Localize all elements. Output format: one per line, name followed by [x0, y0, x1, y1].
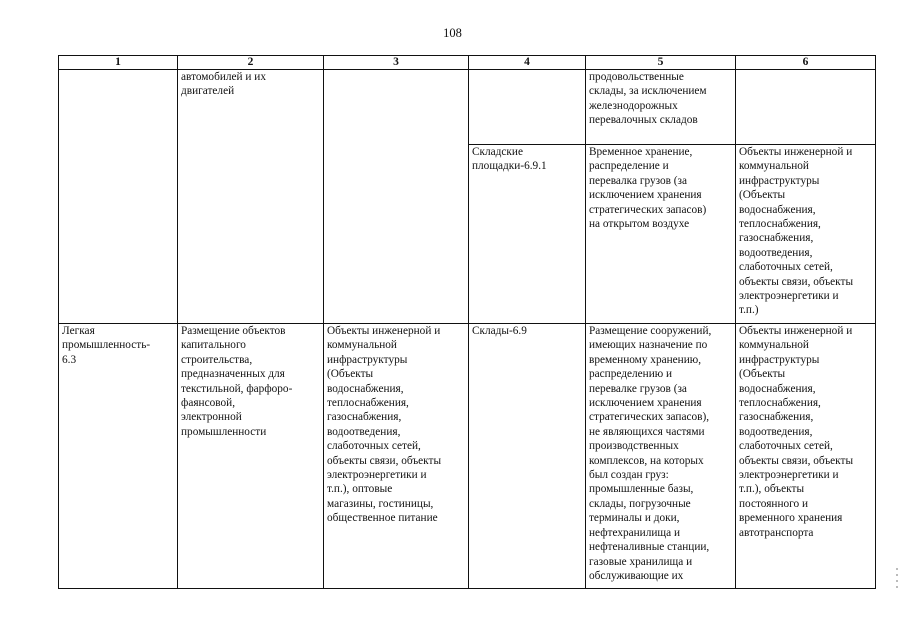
- cell-text-line: Объекты инженерной и: [327, 325, 441, 337]
- cell-text-line: двигателей: [181, 85, 235, 98]
- cell-text-line: временному хранению,: [589, 353, 702, 366]
- cell-text-line: постоянного и: [739, 497, 809, 510]
- table-cell: [59, 70, 178, 324]
- cell-text-line: перевалочных складов: [589, 114, 698, 127]
- table-row: [59, 324, 876, 589]
- cell-text-line: фаянсовой,: [181, 397, 236, 410]
- cell-text-line: газовые хранилища и: [589, 555, 693, 568]
- cell-text-line: комплексов, на которых: [589, 454, 704, 467]
- column-header: 1: [59, 56, 178, 70]
- cell-text-line: объекты связи, объекты: [327, 454, 442, 467]
- cell-text-line: газоснабжения,: [739, 411, 814, 424]
- table-cell: [586, 70, 736, 145]
- cell-text-line: Легкая: [62, 325, 95, 337]
- column-header: 3: [324, 56, 469, 70]
- table-cell: [736, 324, 876, 589]
- cell-text-line: водоотведения,: [739, 246, 813, 259]
- cell-text-line: (Объекты: [739, 189, 786, 202]
- cell-text-line: текстильной, фарфоро-: [181, 382, 293, 395]
- table-cell: [59, 324, 178, 589]
- cell-text-line: капитального: [181, 339, 246, 352]
- cell-text-line: терминалы и доки,: [589, 512, 680, 525]
- table-cell: [469, 145, 586, 324]
- cell-text-line: теплоснабжения,: [327, 397, 409, 410]
- cell-text-line: т.п.), объекты: [739, 483, 805, 496]
- table-cell: [736, 70, 876, 145]
- column-header: 2: [178, 56, 324, 70]
- column-header: 6: [736, 56, 876, 70]
- cell-text-line: Временное хранение,: [589, 146, 693, 158]
- cell-text-line: общественное питание: [327, 512, 438, 525]
- cell-text-line: газоснабжения,: [739, 232, 814, 245]
- cell-text-line: объекты связи, объекты: [739, 454, 854, 467]
- cell-text-line: (Объекты: [739, 368, 786, 381]
- cell-text-line: водоснабжения,: [739, 382, 816, 395]
- cell-text-line: промышленности: [181, 425, 267, 438]
- cell-text-line: коммунальной: [739, 160, 809, 173]
- cell-text-line: коммунальной: [327, 339, 397, 352]
- table-cell: [586, 324, 736, 589]
- cell-text-line: инфраструктуры: [739, 174, 820, 187]
- cell-text-line: промышленные базы,: [589, 483, 694, 496]
- cell-text-line: стратегических запасов): [589, 203, 707, 216]
- cell-text-line: коммунальной: [739, 339, 809, 352]
- cell-text-line: железнодорожных: [589, 99, 678, 112]
- cell-text-line: нефтеналивные станции,: [589, 541, 710, 554]
- cell-text-line: обслуживающие их: [589, 569, 684, 582]
- cell-text-line: инфраструктуры: [327, 353, 408, 366]
- cell-text-line: склады, за исключением: [589, 85, 707, 98]
- cell-text-line: продовольственные: [589, 71, 684, 83]
- cell-text-line: автомобилей и их: [181, 71, 266, 83]
- table-cell: [178, 324, 324, 589]
- column-header: 4: [469, 56, 586, 70]
- table-cell: [324, 324, 469, 589]
- cell-text-line: слаботочных сетей,: [327, 440, 421, 453]
- cell-text-line: площадки-6.9.1: [472, 160, 547, 173]
- cell-text-line: водоотведения,: [739, 425, 813, 438]
- table-cell: [736, 145, 876, 324]
- cell-text-line: газоснабжения,: [327, 411, 402, 424]
- cell-text-line: (Объекты: [327, 368, 374, 381]
- header-row: [59, 56, 876, 70]
- cell-text-line: стратегических запасов),: [589, 411, 710, 424]
- table-cell: [178, 70, 324, 324]
- cell-text-line: исключением хранения: [589, 189, 702, 202]
- cell-text-line: водоснабжения,: [739, 203, 816, 216]
- table-cell: [586, 145, 736, 324]
- table-cell: [469, 70, 586, 145]
- cell-text-line: перевалке грузов (за: [589, 382, 687, 395]
- cell-text-line: склады, погрузочные: [589, 497, 691, 510]
- cell-text-line: теплоснабжения,: [739, 218, 821, 231]
- cell-text-line: производственных: [589, 440, 679, 453]
- cell-text-line: нефтехранилища и: [589, 526, 680, 539]
- cell-text-line: инфраструктуры: [739, 353, 820, 366]
- cell-text-line: Размещение объектов: [181, 325, 286, 337]
- cell-text-line: не являющихся частями: [589, 425, 705, 438]
- cell-text-line: электроэнергетики и: [739, 469, 839, 482]
- scan-margin-mark: [896, 568, 899, 598]
- cell-text-line: Склады-6.9: [472, 325, 527, 337]
- cell-text-line: исключением хранения: [589, 397, 702, 410]
- cell-text-line: 6.3: [62, 353, 77, 366]
- table-cell: [469, 324, 586, 589]
- cell-text-line: электроэнергетики и: [739, 290, 839, 303]
- cell-text-line: был создан груз:: [589, 469, 669, 482]
- cell-text-line: промышленность-: [62, 339, 151, 352]
- cell-text-line: временного хранения: [739, 512, 843, 525]
- page-number: 108: [443, 26, 462, 40]
- cell-text-line: распределению и: [589, 368, 673, 381]
- column-header: 5: [586, 56, 736, 70]
- cell-text-line: предназначенных для: [181, 368, 285, 381]
- cell-text-line: теплоснабжения,: [739, 397, 821, 410]
- cell-text-line: имеющих назначение по: [589, 339, 708, 352]
- cell-text-line: водоснабжения,: [327, 382, 404, 395]
- cell-text-line: электронной: [181, 411, 242, 424]
- cell-text-line: т.п.): [739, 304, 759, 317]
- cell-text-line: слаботочных сетей,: [739, 261, 833, 274]
- cell-text-line: Складские: [472, 146, 523, 158]
- cell-text-line: магазины, гостиницы,: [327, 497, 434, 510]
- cell-text-line: автотранспорта: [739, 526, 814, 539]
- land-use-table: [58, 55, 876, 589]
- cell-text-line: на открытом воздухе: [589, 218, 690, 231]
- cell-text-line: Объекты инженерной и: [739, 325, 853, 337]
- cell-text-line: объекты связи, объекты: [739, 275, 854, 288]
- cell-text-line: электроэнергетики и: [327, 469, 427, 482]
- cell-text-line: распределение и: [589, 160, 669, 173]
- cell-text-line: Объекты инженерной и: [739, 146, 853, 158]
- cell-text-line: слаботочных сетей,: [739, 440, 833, 453]
- cell-text-line: строительства,: [181, 353, 253, 366]
- cell-text-line: т.п.), оптовые: [327, 483, 393, 496]
- cell-text-line: перевалка грузов (за: [589, 174, 688, 187]
- cell-text-line: водоотведения,: [327, 425, 401, 438]
- cell-text-line: Размещение сооружений,: [589, 325, 712, 337]
- table-row: [59, 70, 876, 145]
- table-cell: [324, 70, 469, 324]
